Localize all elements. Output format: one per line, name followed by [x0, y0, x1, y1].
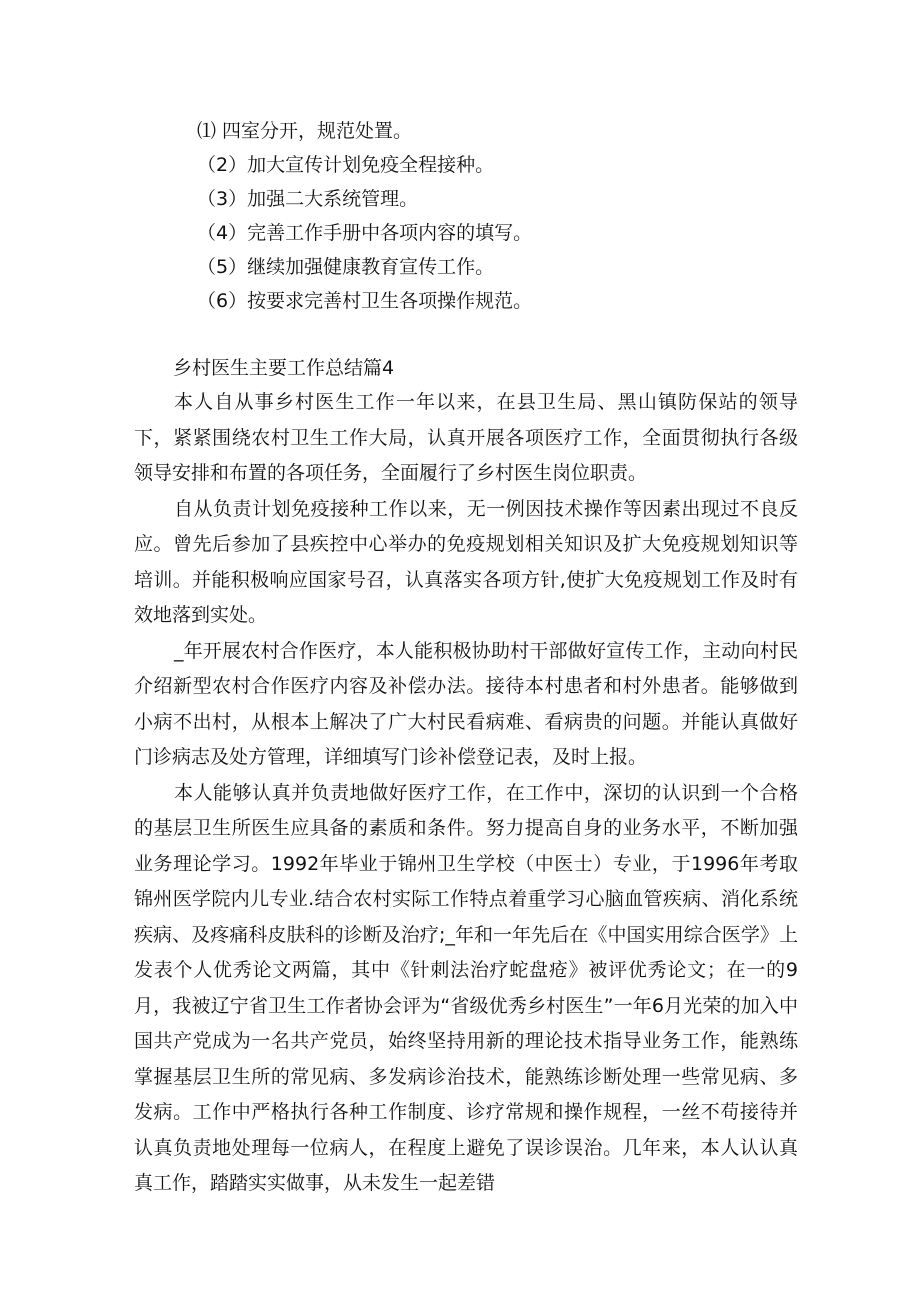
list-item: （3）加强二大系统管理。 — [197, 188, 419, 210]
list-item: （5）继续加强健康教育宣传工作。 — [197, 256, 495, 278]
list-item: （2）加大宣传计划免疫全程接种。 — [197, 154, 495, 176]
section-heading: 乡村医生主要工作总结篇4 — [173, 357, 395, 379]
list-item: （6）按要求完善村卫生各项操作规范。 — [197, 290, 533, 312]
paragraph: 本人自从事乡村医生工作一年以来，在县卫生局、黑山镇防保站的领导下，紧紧围绕农村卫生工作大局，认真开展各项医疗工作，全面贯彻执行各级领导安排和布置的各项任务，全面履行了乡村医生岗位职责。 — [134, 391, 798, 484]
paragraph: _年开展农村合作医疗，本人能积极协助村干部做好宣传工作，主动向村民介绍新型农村合作医疗内容及补偿办法。接待本村患者和村外患者。能够做到小病不出村，从根本上解决了广大村民看病难、看病贵的问题。并能认真做好门诊病志及处方管理，详细填写门诊补偿登记表，及时上报。 — [134, 639, 798, 768]
list-item: （4）完善工作手册中各项内容的填写。 — [197, 222, 533, 244]
paragraph: 自从负责计划免疫接种工作以来，无一例因技术操作等因素出现过不良反应。曾先后参加了县疾控中心举办的免疫规划相关知识及扩大免疫规划知识等培训。并能积极响应国家号召，认真落实各项方针,使扩大免疫规划工作及时有效地落到实处。 — [134, 497, 798, 626]
list-item: ⑴ 四室分开，规范处置。 — [197, 120, 413, 142]
body-text — [134, 385, 798, 1202]
paragraph: 本人能够认真并负责地做好医疗工作，在工作中，深切的认识到一个合格的基层卫生所医生应具备的素质和条件。努力提高自身的业务水平，不断加强业务理论学习。1992年毕业于锦州卫生学校（中医士）专业，于1996年考取锦州医学院内儿专业.结合农村实际工作特点着重学习心脑血管疾病、消化系统疾病、及疼痛科皮肤科的诊断及治疗;_年和一年先后在《中国实用综合医学》上发表个人优秀论文两篇，其中《针刺法治疗蛇盘疮》被评优秀论文；在一的9月，我被辽宁省卫生工作者协会评为“省级优秀乡村医生”一年6月光荣的加入中国共产党成为一名共产党员，始终坚持用新的理论技术指导业务工作，能熟练掌握基层卫生所的常见病、多发病诊治技术，能熟练诊断处理一些常见病、多发病。工作中严格执行各种工作制度、诊疗常规和操作规程，一丝不苟接待并认真负责地处理每一位病人，在程度上避免了误诊误治。几年来，本人认认真真工作，踏踏实实做事，从未发生一起差错 — [134, 781, 798, 1194]
numbered-list — [197, 114, 532, 318]
